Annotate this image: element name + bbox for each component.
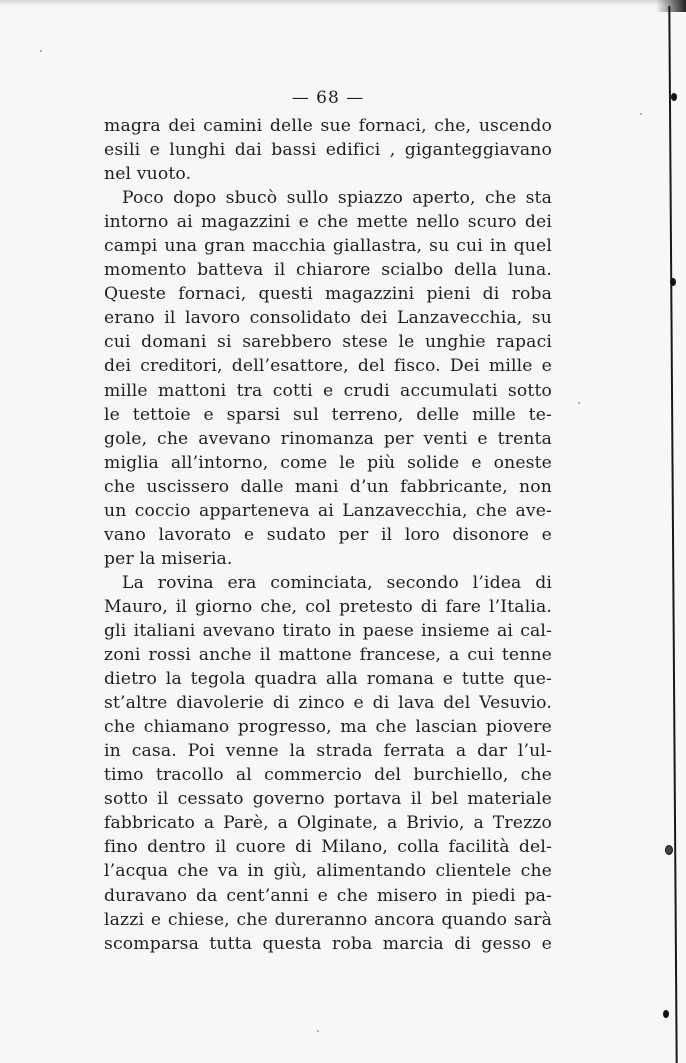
text-line: erano il lavoro consolidato dei Lanzavecchia, su	[104, 308, 552, 329]
scan-corner-shade	[656, 0, 686, 12]
text-line: nel vuoto.	[104, 164, 192, 185]
text-line: in casa. Poi venne la strada ferrata a dar l’ul-	[104, 741, 552, 762]
text-line: magra dei camini delle sue fornaci, che, uscendo	[104, 116, 552, 136]
text-line: mille mattoni tra cotti e crudi accumulati sotto	[104, 380, 552, 401]
text-line: Queste fornaci, questi magazzini pieni di roba	[104, 284, 552, 305]
paper-speck	[578, 402, 580, 404]
paper-speck	[317, 1030, 319, 1032]
binding-mark	[670, 278, 676, 286]
body-text	[104, 114, 552, 956]
paper-speck	[640, 113, 642, 115]
text-line: campi una gran macchia giallastra, su cui in quel	[104, 236, 552, 257]
text-line: momento batteva il chiarore scialbo della luna.	[104, 260, 552, 281]
text-line: zoni rossi anche il mattone francese, a cui tenne	[104, 645, 552, 666]
text-line: intorno ai magazzini e che mette nello scuro dei	[104, 212, 552, 233]
text-line: sotto il cessato governo portava il bel materiale	[104, 789, 552, 810]
text-line: duravano da cent’anni e che misero in piedi pa-	[104, 885, 552, 906]
text-line: che chiamano progresso, ma che lascian piovere	[104, 717, 552, 738]
binding-mark	[663, 1010, 669, 1018]
text-line: Poco dopo sbucò sullo spiazzo aperto, che sta	[122, 188, 552, 209]
text-line: st’altre diavolerie di zinco e di lava del Vesuvio.	[104, 693, 552, 714]
text-line: per la miseria.	[104, 548, 233, 569]
text-line: fabbricato a Parè, a Olginate, a Brivio, a Trezzo	[104, 813, 552, 834]
paper-speck	[40, 50, 42, 52]
text-line: che uscissero dalle mani d’un fabbricante, non	[104, 476, 552, 497]
text-line: l’acqua che va in giù, alimentando clientele che	[104, 861, 552, 882]
binding-mark	[665, 845, 673, 855]
text-line: Mauro, il giorno che, col pretesto di fare l’Italia.	[104, 596, 552, 617]
text-line: scomparsa tutta questa roba marcia di gesso e	[104, 933, 552, 954]
text-line: gli italiani avevano tirato in paese insieme ai cal-	[104, 620, 552, 641]
page-binding-edge	[668, 6, 677, 1063]
text-line: gole, che avevano rinomanza per venti e trenta	[104, 428, 552, 449]
scan-top-shadow	[0, 0, 686, 6]
text-line: vano lavorato e sudato per il loro disonore e	[104, 524, 552, 545]
text-line: esili e lunghi dai bassi edifici , giganteggiavano	[104, 140, 552, 161]
text-line: dietro la tegola quadra alla romana e tutte que-	[104, 669, 552, 690]
text-line: dei creditori, dell’esattore, del fisco. Dei mille e	[104, 356, 552, 377]
text-line: La rovina era cominciata, secondo l’idea di	[122, 572, 552, 593]
text-line: lazzi e chiese, che dureranno ancora quando sarà	[104, 909, 552, 930]
text-line: le tettoie e sparsi sul terreno, delle mille te-	[104, 404, 552, 425]
text-line: cui domani si sarebbero stese le unghie rapaci	[104, 332, 552, 353]
text-line: un coccio apparteneva ai Lanzavecchia, che ave-	[104, 500, 552, 521]
text-line: timo tracollo al commercio del burchiello, che	[104, 765, 552, 786]
text-line: fino dentro il cuore di Milano, colla facilità del-	[104, 837, 552, 858]
text-line: miglia all’intorno, come le più solide e oneste	[104, 452, 552, 473]
binding-mark	[671, 93, 677, 101]
page-number: — 68 —	[291, 88, 365, 108]
